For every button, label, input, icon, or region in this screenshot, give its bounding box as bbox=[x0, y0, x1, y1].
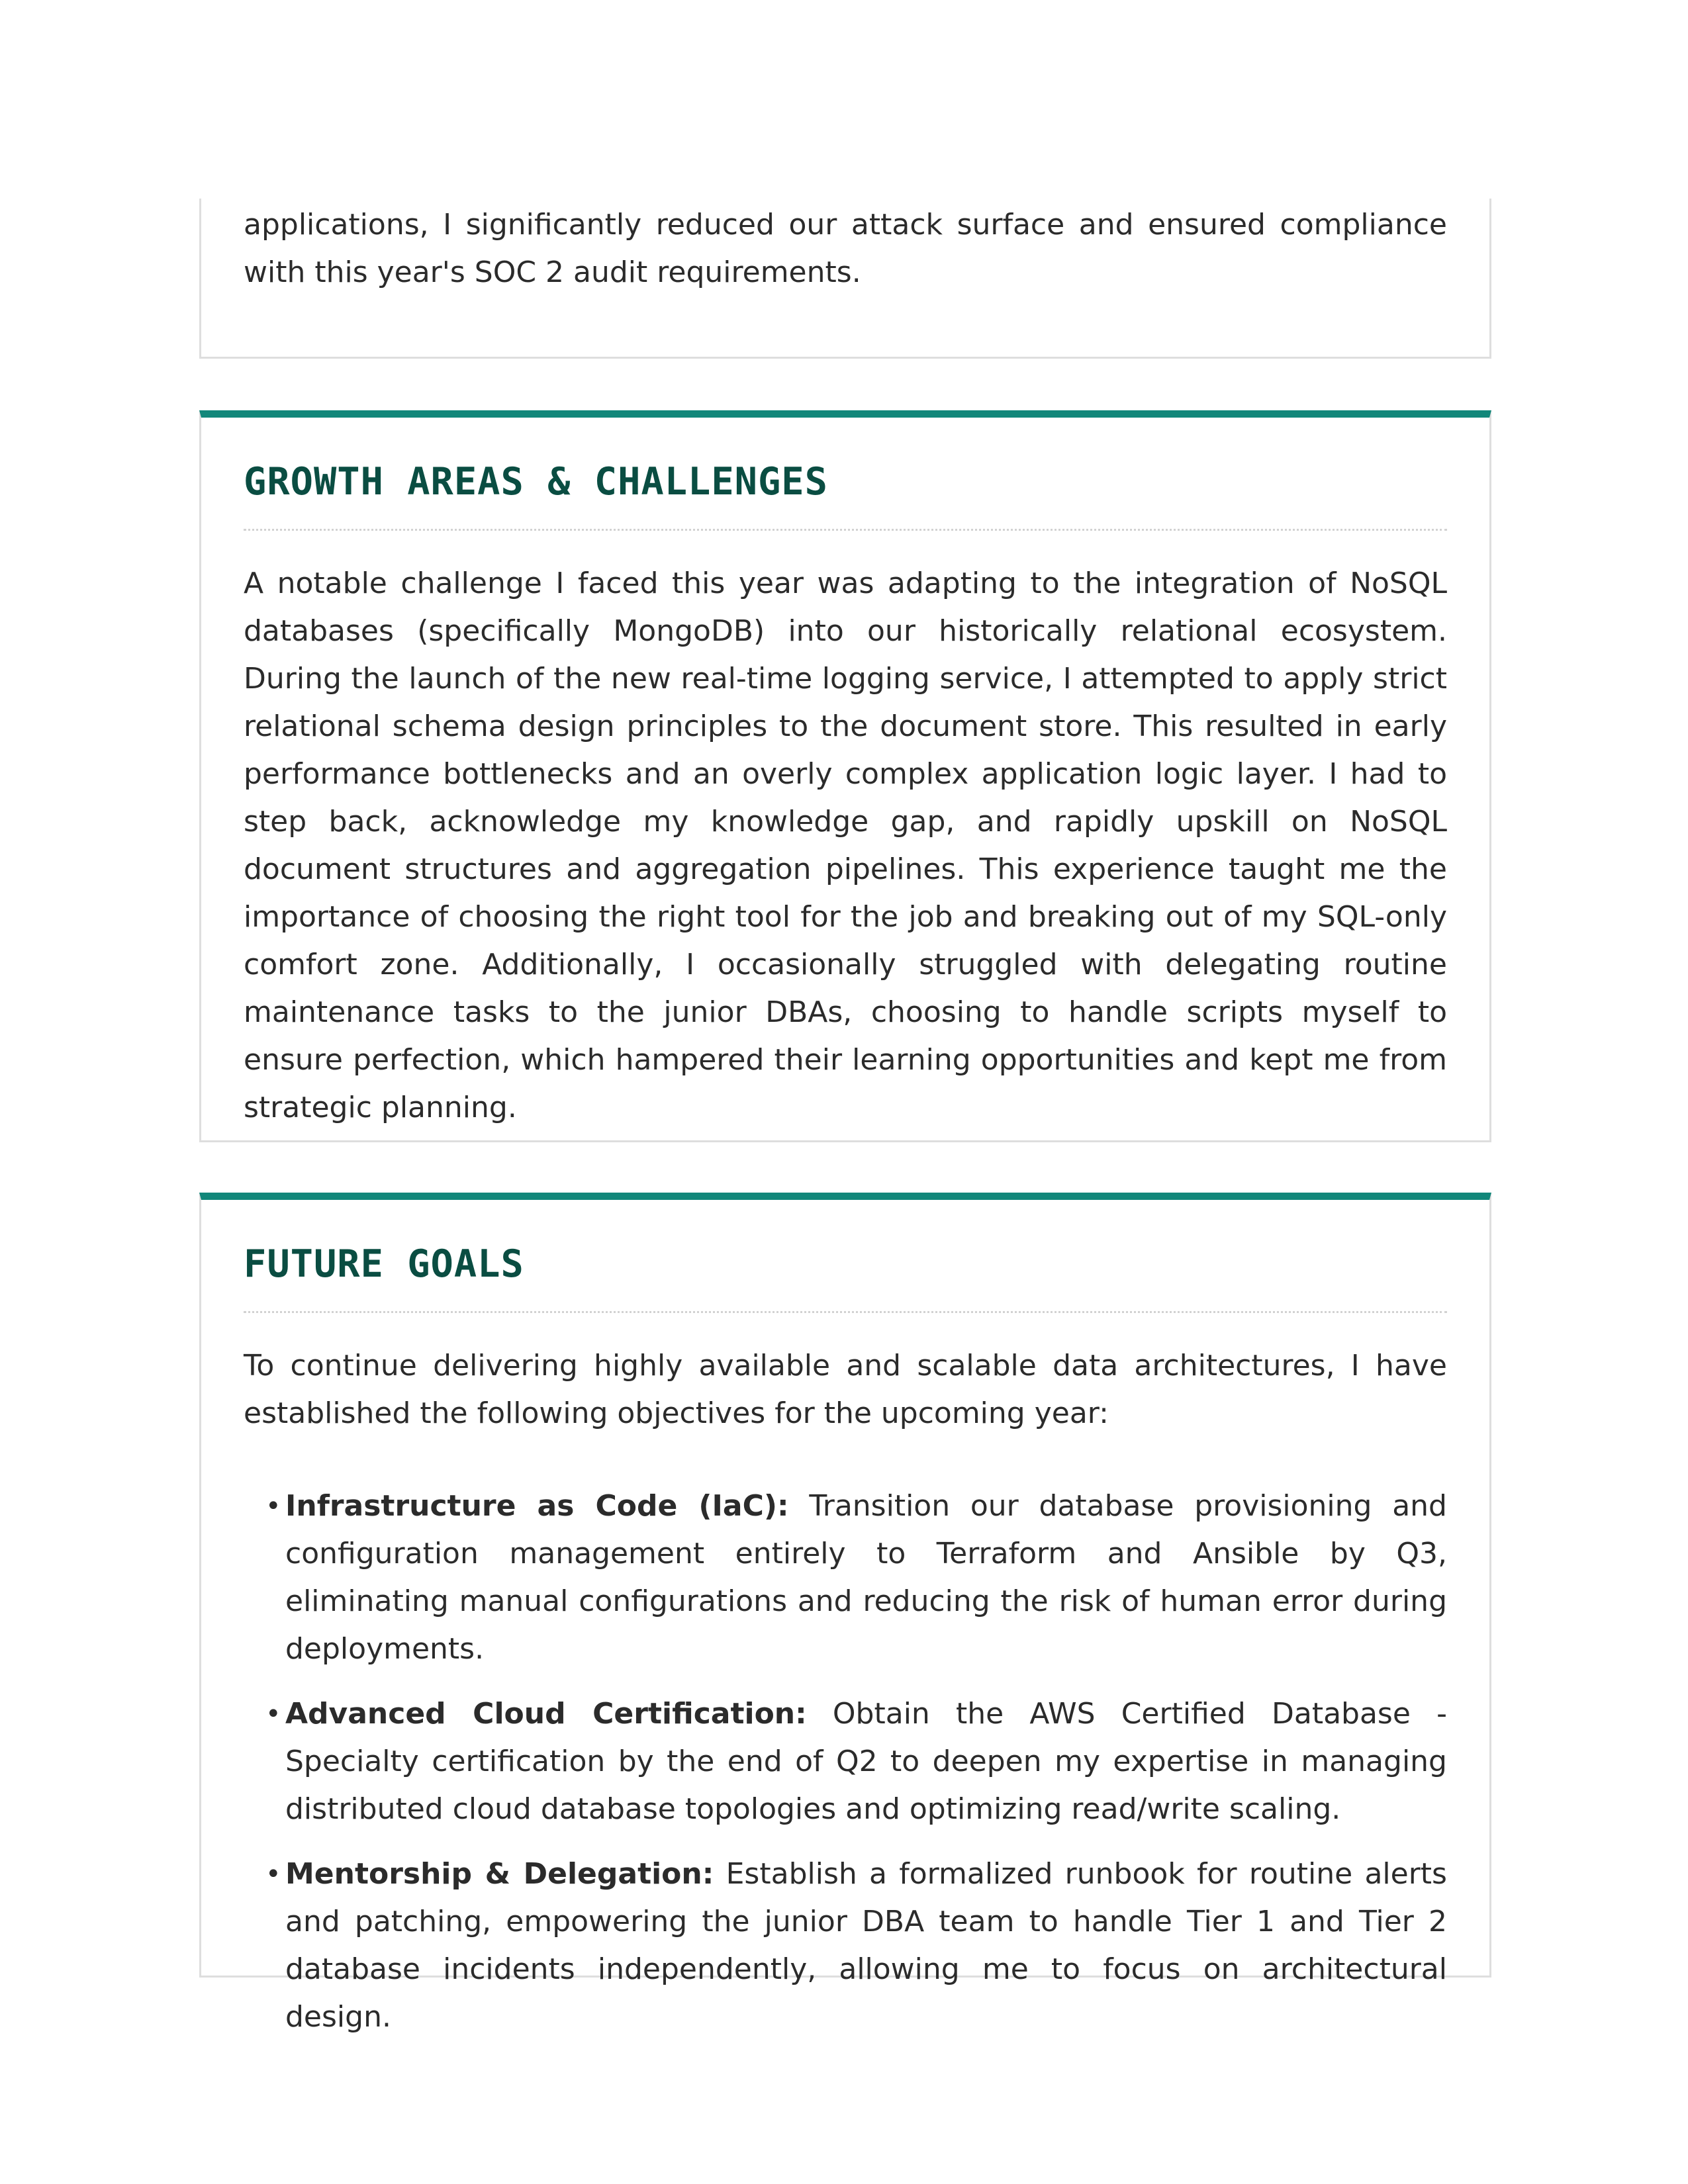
growth-areas-card bbox=[199, 410, 1491, 1142]
list-item bbox=[244, 1690, 1447, 1833]
bullet-icon: • bbox=[265, 1699, 281, 1729]
goal-text: Transition our database provisioning and configuration management entirely to Terraform and Ansible by Q3, eliminating manual configurations and reducing the risk of human error during deployments. bbox=[285, 1489, 1447, 1666]
future-goals-title: FUTURE GOALS bbox=[244, 1242, 524, 1286]
goal-title: Infrastructure as Code (IaC): bbox=[285, 1489, 789, 1523]
continued-section-card bbox=[199, 199, 1491, 359]
bullet-icon: • bbox=[265, 1491, 281, 1522]
bullet-icon: • bbox=[265, 1859, 281, 1889]
future-goals-intro: To continue delivering highly available and scalable data architectures, I have established the following objectives for the upcoming year: bbox=[244, 1349, 1447, 1430]
section-divider bbox=[244, 1311, 1447, 1313]
goal-text: Establish a formalized runbook for routine alerts and patching, empowering the junior DBA team to handle Tier 1 and Tier 2 database incidents independently, allowing me to focus on architectural design. bbox=[285, 1857, 1447, 2034]
list-item bbox=[244, 1850, 1447, 2041]
goal-title: Mentorship & Delegation: bbox=[285, 1857, 714, 1891]
section-divider bbox=[244, 529, 1447, 531]
goal-text: Obtain the AWS Certified Database - Specialty certification by the end of Q2 to deepen my expertise in managing distributed cloud database topologies and optimizing read/write scaling. bbox=[285, 1697, 1447, 1826]
future-goals-card bbox=[199, 1193, 1491, 2034]
goal-list bbox=[244, 1482, 1447, 2041]
continued-section-text: applications, I significantly reduced our attack surface and ensured compliance with this year's SOC 2 audit requirements. bbox=[244, 208, 1447, 289]
growth-areas-text: A notable challenge I faced this year was adapting to the integration of NoSQL databases (specifically MongoDB) into our historically relational ecosystem. During the launch of the new real-time logging service, I attempted to apply strict relational schema design principles to the document store. This resulted in early performance bottlenecks and an overly complex application logic layer. I had to step back, acknowledge my knowledge gap, and rapidly upskill on NoSQL document structures and aggregation pipelines. This experience taught me the importance of choosing the right tool for the job and breaking out of my SQL-only comfort zone. Additionally, I occasionally struggled with delegating routine maintenance tasks to the junior DBAs, choosing to handle scripts myself to ensure perfection, which hampered their learning opportunities and kept me from strategic planning. bbox=[244, 567, 1447, 1124]
goal-title: Advanced Cloud Certification: bbox=[285, 1697, 807, 1731]
list-item bbox=[244, 1482, 1447, 1673]
growth-areas-title: GROWTH AREAS & CHALLENGES bbox=[244, 460, 828, 504]
